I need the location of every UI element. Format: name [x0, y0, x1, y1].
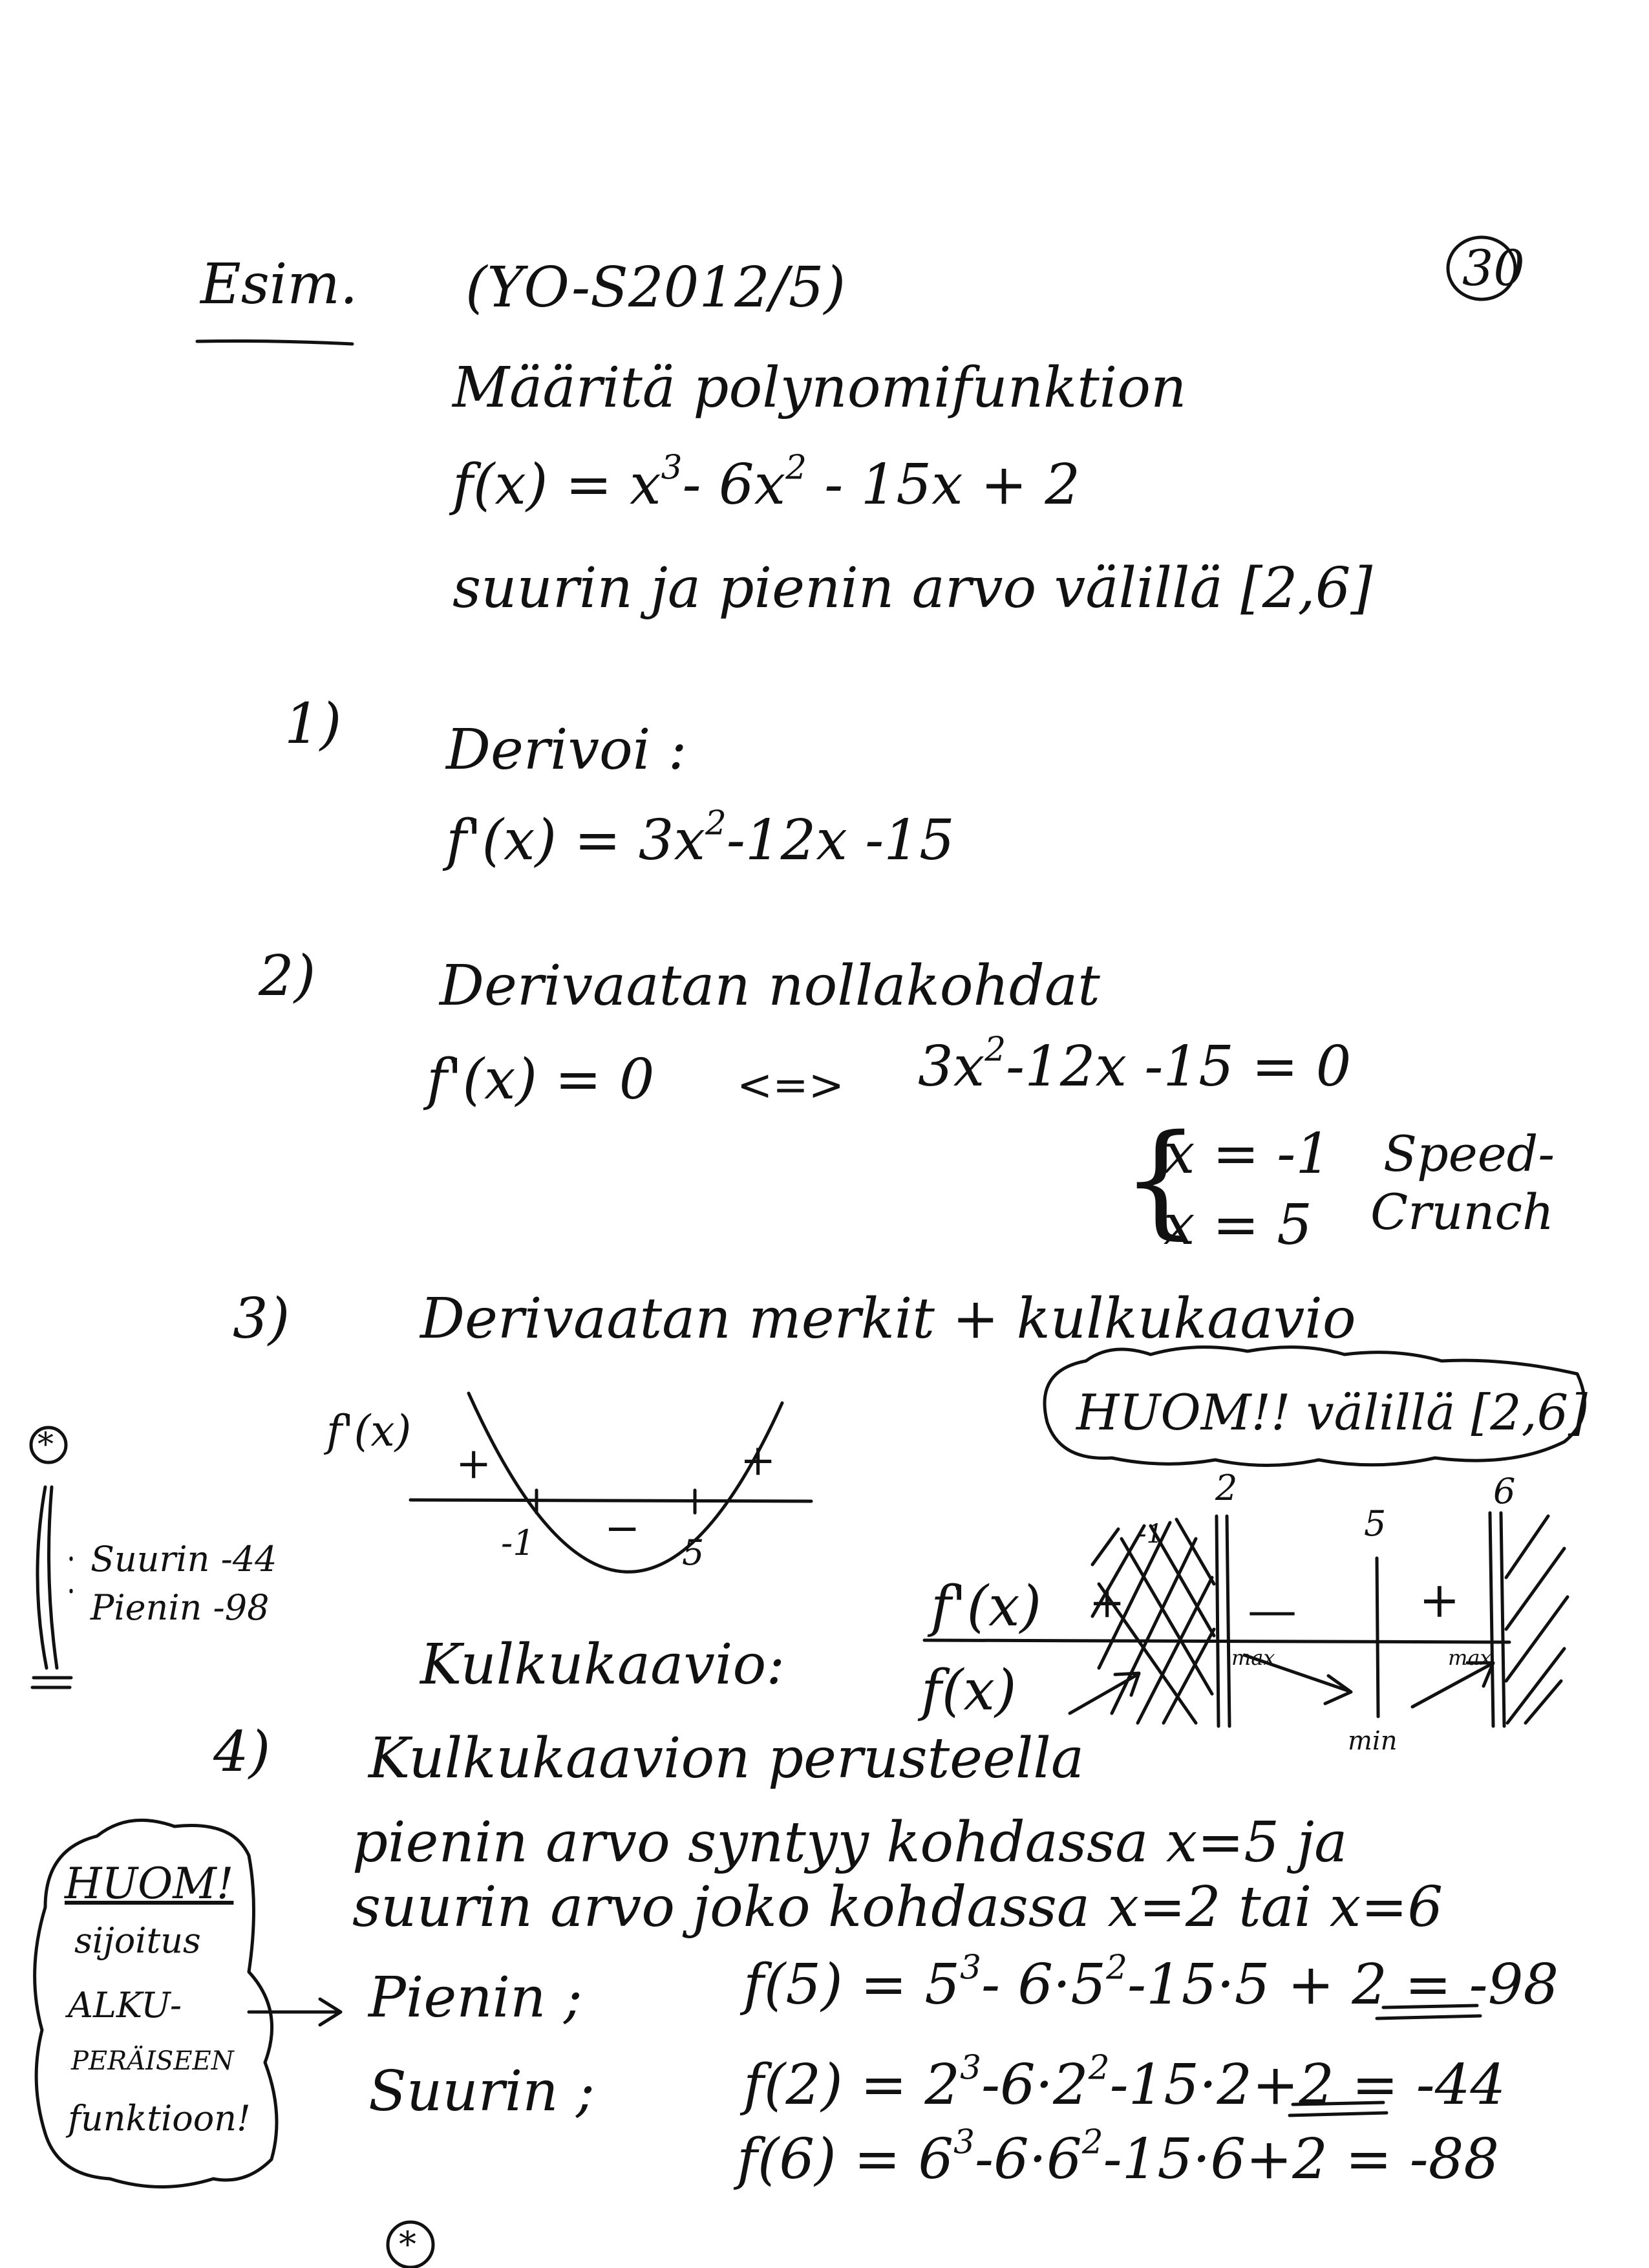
huom-bubble-line-2: sijoitus [74, 1920, 201, 1961]
pienin-label: Pienin ; [368, 1965, 582, 2030]
step-2-solution-2: x = 5 [1164, 1193, 1312, 1257]
step-3-title: Derivaatan merkit + kulkukaavio [420, 1287, 1356, 1351]
step-2-solution-1: x = -1 [1164, 1122, 1332, 1186]
calc-f6: $f(6) = 6^3-6\cdot 6^2-15\cdot 6+2 = -88$ [737, 2123, 1500, 2192]
diagram-tick-6: 6 [1493, 1471, 1516, 1512]
step-2-tool-line-1: Speed- [1383, 1125, 1555, 1182]
step-2-equation-left: f'(x) = 0 [427, 1047, 655, 1112]
esim-underline [197, 341, 352, 345]
step-2-number: 2) [259, 944, 316, 1009]
sketch-plus-left: + [456, 1439, 492, 1488]
huom-bubble-line-1: HUOM! [65, 1859, 234, 1909]
sketch-axis [410, 1500, 811, 1501]
diagram-line-5 [1377, 1558, 1378, 1717]
side-star: * [37, 1426, 54, 1463]
sketch-root-1: -1 [501, 1523, 535, 1563]
side-bracket [37, 1487, 57, 1668]
diagram-bound-6a [1490, 1513, 1493, 1726]
footer-star: * [399, 2224, 416, 2265]
step-1-formula: $f'(x) = 3x^2-12x$ -15 [446, 804, 955, 873]
step-2-title: Derivaatan nollakohdat [440, 954, 1100, 1018]
side-note-line-1: Suurin -44 [90, 1539, 277, 1579]
side-note-line-2: Pienin -98 [90, 1587, 270, 1628]
step-2-equivalence: <=> [737, 1060, 844, 1110]
diagram-max-left: max [1231, 1645, 1275, 1670]
step-2-system-brace: { [1122, 1108, 1200, 1251]
example-label: Esim. [200, 252, 358, 317]
diagram-sign-right: + [1419, 1571, 1460, 1629]
diagram-hatch-right [1506, 1516, 1568, 1723]
diagram-max-right: max [1448, 1645, 1492, 1670]
task-line-1: Määritä polynomifunktion [452, 356, 1187, 420]
diagram-bound-2b [1227, 1516, 1229, 1726]
source-reference: (YO-S2012/5) [465, 255, 846, 320]
diagram-arrow-up-left [1070, 1673, 1139, 1713]
task-function: $f(x) = x^3-$ $6x^2 - 15x + 2$ [452, 448, 1081, 517]
sketch-plus-right: + [740, 1435, 776, 1485]
step-4-title: Kulkukaavion perusteella [368, 1726, 1085, 1791]
step-3-number: 3) [233, 1287, 290, 1351]
kulkukaavio-label: Kulkukaavio: [420, 1632, 785, 1697]
page-number: 30 [1462, 239, 1525, 297]
diagram-tick-2: 2 [1215, 1468, 1238, 1508]
diagram-bound-6b [1501, 1513, 1504, 1726]
sketch-root-2: 5 [682, 1532, 705, 1573]
step-4-line-2: pienin arvo syntyy kohdassa x=5 ja [352, 1810, 1348, 1875]
diagram-tick-5: 5 [1364, 1503, 1387, 1544]
calc-f5: $f(5) = 5^3-$ $6\cdot 5^2-15\cdot 5 + 2 = -98$ [743, 1948, 1559, 2017]
diagram-tick-minus-1: -1 [1138, 1519, 1163, 1549]
calc-f5-result: -98 [1469, 1952, 1559, 2017]
calc-f2: $f(2) = 2^3-6\cdot 2^2-15\cdot 2+2 = -44$ [743, 2048, 1506, 2117]
calc-f2-result: -44 [1416, 2053, 1506, 2117]
step-2-tool-line-2: Crunch [1370, 1183, 1554, 1241]
step-1-title: Derivoi : [446, 718, 687, 782]
sketch-minus: − [604, 1503, 641, 1553]
diagram-sign-left: — [1248, 1581, 1297, 1638]
suurin-label: Suurin ; [368, 2059, 595, 2124]
step-1-number: 1) [284, 692, 342, 756]
huom-bubble-line-5: funktioon! [68, 2098, 251, 2139]
side-bracket-end [32, 1678, 71, 1687]
step-2-equation-right: $3x^2-12x$ -15 = 0 [918, 1030, 1352, 1099]
huom-bubble-arrow [249, 1999, 341, 2025]
sketch-label: f'(x) [326, 1406, 412, 1456]
diagram-bound-2a [1217, 1516, 1218, 1726]
huom-bubble-line-4: PERÄISEEN [71, 2046, 234, 2076]
step-4-number: 4) [213, 1720, 271, 1784]
diagram-row-derivative: f'(x) [931, 1574, 1042, 1639]
step-3-note: HUOM!! välillä [2,6] [1076, 1384, 1588, 1441]
step-4-line-3: suurin arvo joko kohdassa x=2 tai x=6 [352, 1875, 1443, 1940]
diagram-sign-outside: + [1089, 1578, 1125, 1627]
huom-bubble-line-3: ALKU- [68, 1985, 182, 2026]
diagram-row-function: f(x) [921, 1658, 1017, 1723]
diagram-min-label: min [1348, 1726, 1398, 1756]
task-line-3: suurin ja pienin arvo välillä [2,6] [452, 556, 1373, 621]
